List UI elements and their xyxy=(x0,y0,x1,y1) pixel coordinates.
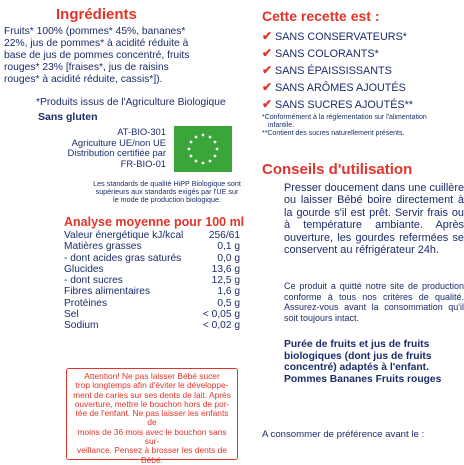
nutrition-label: Sodium xyxy=(64,320,99,332)
nutrition-label: - dont sucres xyxy=(64,275,123,287)
best-before-label: A consommer de préférence avant le : xyxy=(262,429,425,440)
check-icon: ✔ xyxy=(262,63,273,77)
attention-box xyxy=(66,368,238,465)
claim-label: SANS SUCRES AJOUTÉS** xyxy=(275,99,413,111)
nutrition-row xyxy=(64,230,240,241)
cert-line: Distribution certifiée par xyxy=(67,147,166,159)
certification-text xyxy=(40,127,166,169)
ingredients-title: Ingrédients xyxy=(56,6,137,23)
ingredients-line: 22%, jus de pommes* à acidité réduite à xyxy=(4,38,189,50)
attention-text xyxy=(71,372,233,465)
cert-line: Agriculture UE/non UE xyxy=(71,136,166,148)
nutrition-label: Valeur énergétique kJ/kcal xyxy=(64,230,184,241)
claim-label: SANS CONSERVATEURS* xyxy=(275,31,407,43)
nutrition-row xyxy=(64,286,240,297)
product-name-line: concentré) adaptés à l'enfant. xyxy=(284,362,429,374)
claim-item xyxy=(262,62,464,79)
product-name-line: Purée de fruits et jus de fruits xyxy=(284,339,430,350)
ingredients-line: base de jus de pommes concentré, fruits xyxy=(4,50,190,62)
nutrition-label: Matières grasses xyxy=(64,241,142,253)
nutrition-value: 256/61 xyxy=(208,230,240,241)
product-name xyxy=(284,339,464,386)
nutrition-row xyxy=(64,275,240,286)
nutrition-table xyxy=(64,230,240,332)
eu-organic-leaf-logo xyxy=(174,126,232,172)
standard-line: supérieurs aux standards exigés par l'UE sur xyxy=(95,187,239,197)
nutrition-value: 13,6 g xyxy=(211,263,240,275)
advice-title: Conseils d'utilisation xyxy=(262,161,413,178)
nutrition-value: < 0,02 g xyxy=(202,320,240,332)
nutrition-label: Glucides xyxy=(64,263,104,275)
standard-line: Les standards de qualité HiPP Biologique sont xyxy=(93,179,241,188)
nutrition-value: < 0,05 g xyxy=(202,309,240,321)
recipe-note-line: *Conformément à la réglementation sur l'alimentation xyxy=(262,114,427,121)
ingredients-line: rouges* 23% [fraises*, jus de raisins xyxy=(4,62,169,74)
product-name-line: biologiques (dont jus de fruits xyxy=(284,350,432,362)
ingredients-line: Fruits* 100% (pommes* 45%, bananes* xyxy=(4,26,186,37)
nutrition-label: - dont acides gras saturés xyxy=(64,252,182,264)
claim-label: SANS COLORANTS* xyxy=(275,48,379,60)
recipe-title: Cette recette est : xyxy=(262,8,380,24)
attention-line: ouverture, mettre le bouchon hors de por- xyxy=(74,398,230,409)
nutrition-value: 0,1 g xyxy=(217,241,240,253)
attention-line: ment de caries sur ses dents de lait. Après xyxy=(73,389,231,400)
cert-line: FR-BIO-01 xyxy=(120,157,166,169)
nutrition-label: Fibres alimentaires xyxy=(64,286,151,298)
nutrition-row xyxy=(64,309,240,320)
check-icon: ✔ xyxy=(262,80,273,94)
claim-item xyxy=(262,45,464,62)
nutrition-per-label: pour 100 ml xyxy=(174,215,245,229)
check-icon: ✔ xyxy=(262,46,273,60)
gluten-free-label: Sans gluten xyxy=(38,111,98,123)
claim-item xyxy=(262,96,464,113)
nutrition-label: Sel xyxy=(64,309,79,321)
attention-line: Attention! Ne pas laisser Bébé sucer xyxy=(84,371,220,381)
nutrition-value: 1,6 g xyxy=(217,286,240,298)
standard-line: le mode de production biologique. xyxy=(113,195,221,205)
nutrition-row xyxy=(64,320,240,331)
nutrition-title xyxy=(64,215,245,229)
product-name-line: Pommes Bananes Fruits rouges xyxy=(284,374,442,386)
nutrition-title-label: Analyse moyenne xyxy=(64,215,171,229)
attention-line: tée de l'enfant. Ne pas laisser les enfants de xyxy=(75,408,229,428)
nutrition-value: 12,5 g xyxy=(211,275,240,287)
claims-list xyxy=(262,28,464,113)
production-note: Ce produit a quitté notre site de production conforme à tous nos critères de qualité. Assurez-vous avant la consommation qu'il soit toujours intact. xyxy=(284,281,464,323)
attention-line: veillance. Pensez à brosser les dents de Bébé. xyxy=(77,445,227,465)
nutrition-row xyxy=(64,253,240,264)
organic-note: *Produits issus de l'Agriculture Biologique xyxy=(36,97,226,108)
attention-line: moins de 36 mois avec le bouchon sans sur- xyxy=(77,426,227,447)
recipe-note-line: **Contient des sucres naturellement présents. xyxy=(262,129,405,137)
ingredients-text xyxy=(4,26,248,86)
recipe-note-line: infantile. xyxy=(268,121,295,129)
nutrition-row xyxy=(64,298,240,309)
claim-item xyxy=(262,28,464,45)
recipe-notes xyxy=(262,114,462,137)
nutrition-value: 0,0 g xyxy=(217,252,240,264)
claim-label: SANS ARÔMES AJOUTÉS xyxy=(275,82,406,94)
check-icon: ✔ xyxy=(262,29,273,43)
check-icon: ✔ xyxy=(262,97,273,111)
nutrition-row xyxy=(64,241,240,252)
nutrition-row xyxy=(64,264,240,275)
nutrition-value: 0,5 g xyxy=(217,297,240,309)
claim-label: SANS ÉPAISSISSANTS xyxy=(275,65,392,77)
attention-line: trop longtemps afin d'éviter le développe- xyxy=(75,380,229,391)
claim-item xyxy=(262,79,464,96)
ingredients-line: rouges* à acidité réduite, cassis*]). xyxy=(4,74,163,86)
cert-line: AT-BIO-301 xyxy=(117,126,166,137)
hipp-standard-note xyxy=(82,180,252,205)
advice-text: Presser doucement dans une cuillère ou laisser Bébé boire directement à la gourde s'il est prêt. Servir frais ou à température ambiante. Après ouverture, les gourdes refermées se conservent au réfrigérateur 24h. xyxy=(284,182,464,257)
nutrition-label: Protéines xyxy=(64,297,108,309)
